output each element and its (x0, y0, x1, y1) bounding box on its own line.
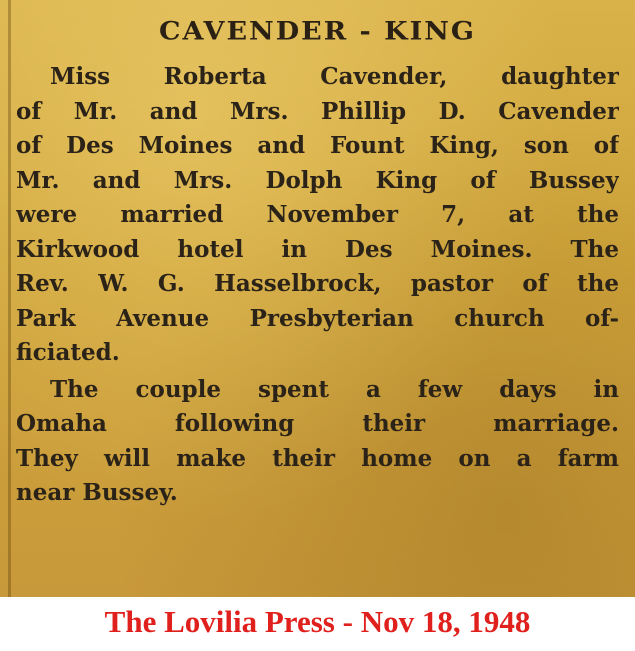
article-line: They will make their home on a farm (16, 444, 619, 472)
article-line: Omaha following their marriage. (16, 410, 619, 437)
article-line: of Mr. and Mrs. Phillip D. Cavender (16, 97, 619, 125)
article-line: Park Avenue Presbyterian church of- (16, 304, 619, 332)
article-line: Miss Roberta Cavender, daughter (50, 63, 619, 90)
clipping-edge-line (8, 0, 11, 597)
article-line: Kirkwood hotel in Des Moines. The (16, 235, 619, 263)
article-line: near Bussey. (16, 479, 178, 506)
article-line: Mr. and Mrs. Dolph King of Bussey (16, 166, 619, 194)
article-line: of Des Moines and Fount King, son of (16, 132, 619, 159)
article-line: Rev. W. G. Hasselbrock, pastor of the (16, 270, 619, 297)
article-body (16, 60, 619, 511)
article-line: The couple spent a few days in (50, 375, 619, 403)
article-line: were married November 7, at the (16, 201, 619, 228)
article-line: ficiated. (16, 339, 120, 366)
article-headline: CAVENDER - KING (159, 16, 476, 47)
source-caption: The Lovilia Press - Nov 18, 1948 (0, 597, 635, 651)
